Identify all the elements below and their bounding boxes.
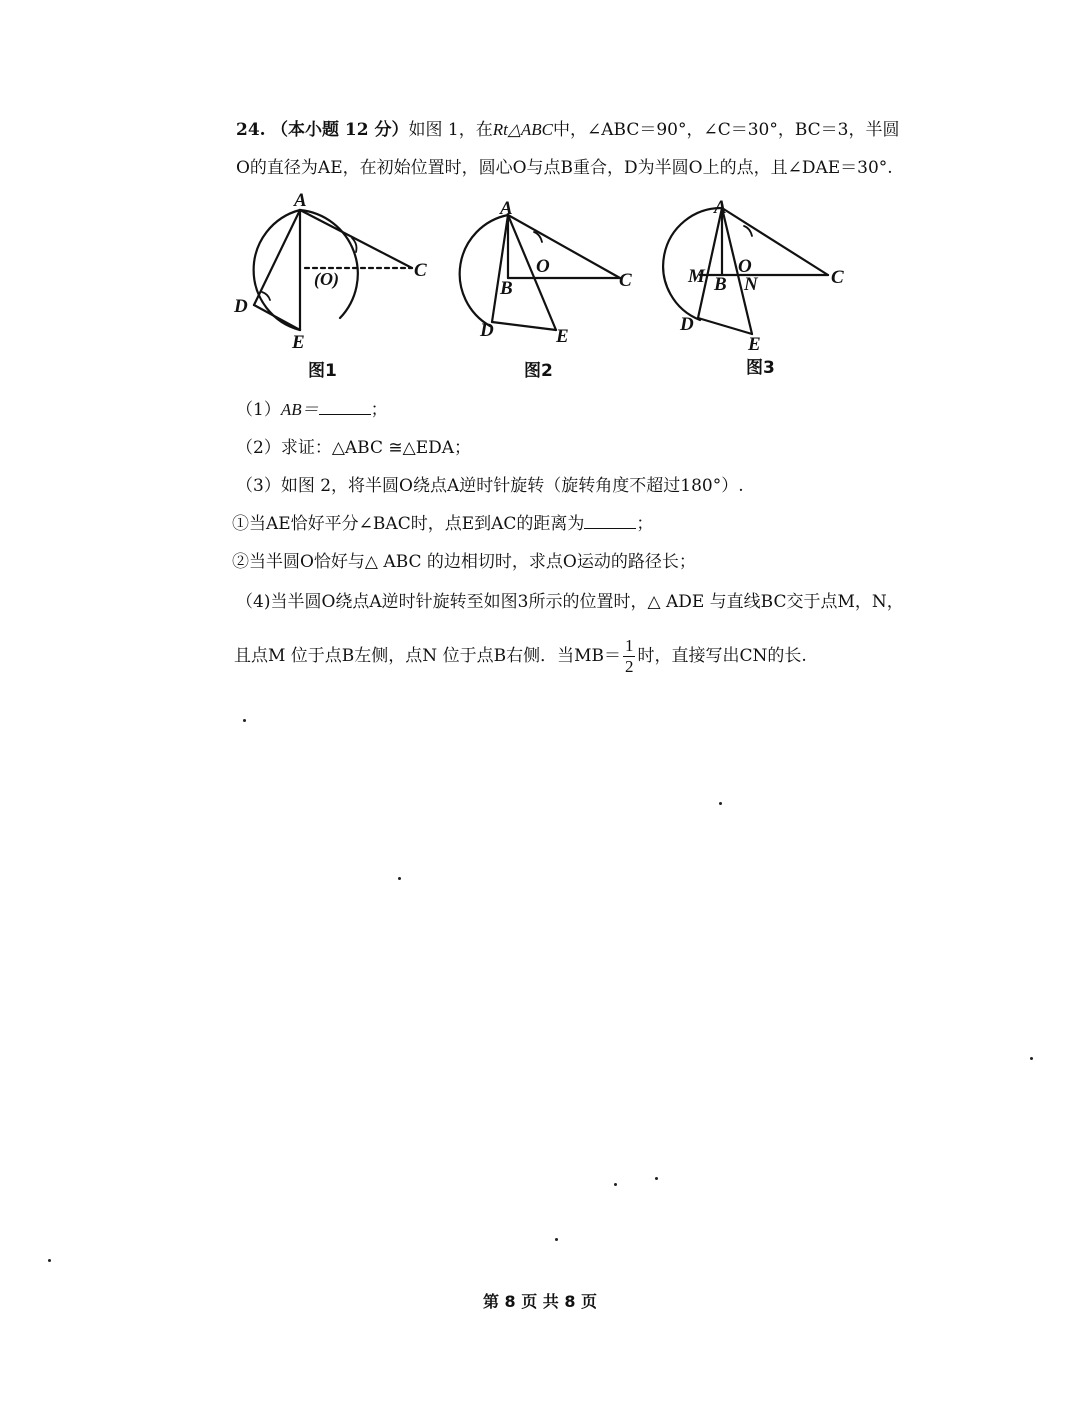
fig2-side-de — [492, 322, 556, 330]
q1-prefix: （1） — [236, 400, 281, 420]
question-3-1 — [232, 512, 653, 536]
fig2-label-a: A — [500, 198, 513, 219]
fig1-angle-mark-d — [262, 292, 270, 300]
fig1-side-de — [254, 305, 300, 330]
problem-intro-a: 如图 1，在 — [408, 120, 493, 140]
fig3-label-m: M — [688, 266, 705, 287]
fig2-side-ad — [492, 215, 508, 322]
fig1-caption: 图1 — [308, 361, 337, 381]
problem-triangle: Rt△ABC — [492, 120, 554, 139]
fig3-label-b: B — [714, 274, 727, 295]
fig2-label-b: B — [500, 278, 513, 299]
problem-line-2: O的直径为AE，在初始位置时，圆心O与点B重合，D为半圆O上的点，且∠DAE＝30°. — [236, 158, 893, 178]
fig3-caption: 图3 — [746, 358, 775, 378]
fig2-side-ac — [508, 215, 620, 278]
fig1-side-ad — [254, 210, 300, 305]
fig2-label-c: C — [619, 270, 632, 291]
problem-number: 24. — [236, 120, 266, 140]
fig2-label-e: E — [556, 326, 569, 347]
scan-speck — [1030, 1057, 1033, 1060]
q3-1-text: ①当AE恰好平分∠BAC时，点E到AC的距离为 — [232, 514, 585, 534]
fig1-label-d: D — [234, 296, 248, 317]
fig2-label-o: O — [536, 256, 550, 277]
fig3-side-ad — [698, 208, 722, 318]
question-3: （3）如图 2，将半圆O绕点A逆时针旋转（旋转角度不超过180°）. — [236, 476, 744, 496]
q3-1-suffix: ； — [636, 514, 654, 534]
fig3-label-e: E — [748, 334, 761, 355]
fig2-label-d: D — [480, 320, 494, 341]
fig3-side-de — [698, 318, 752, 334]
question-4: （4)当半圆O绕点A逆时针旋转至如图3所示的位置时，△ ADE 与直线BC交于点M，N， — [236, 592, 904, 612]
q3-1-blank — [584, 528, 636, 529]
question-4-line-2 — [234, 636, 807, 677]
fig1-label-o: (O) — [314, 269, 339, 289]
fig1-label-c: C — [414, 260, 427, 281]
question-3-2: ②当半圆O恰好与△ ABC 的边相切时，求点O运动的路径长； — [232, 552, 696, 572]
question-2: （2）求证：△ABC ≅△EDA； — [236, 438, 472, 458]
scan-speck — [48, 1259, 51, 1262]
q4-frac-num: 1 — [624, 636, 634, 655]
problem-intro-b: 中，∠ABC＝90°，∠C＝30°，BC＝3，半圆 — [553, 120, 900, 140]
scan-speck — [655, 1177, 658, 1180]
scan-speck — [719, 802, 722, 805]
q4-line2-b: 时，直接写出CN的长. — [637, 646, 807, 666]
question-1 — [236, 398, 388, 422]
fig3-label-c: C — [831, 267, 844, 288]
fig3-label-d: D — [680, 314, 694, 335]
scan-speck — [398, 877, 401, 880]
fig1-label-a: A — [294, 190, 307, 211]
q4-line2-a: 且点M 位于点B左侧，点N 位于点B右侧．当MB＝ — [234, 646, 621, 666]
problem-points: （本小题 12 分） — [270, 120, 409, 140]
page-footer: 第 8 页 共 8 页 — [482, 1292, 598, 1311]
fig3-label-n: N — [744, 274, 758, 295]
fig1-label-e: E — [292, 332, 305, 353]
q4-fraction — [623, 636, 636, 677]
q1-suffix: ； — [370, 400, 388, 420]
fig3-label-o: O — [738, 256, 752, 277]
fig1-semicircle — [254, 210, 300, 330]
figures-canvas — [0, 0, 1080, 400]
q4-frac-den: 2 — [624, 657, 634, 676]
scan-speck — [243, 719, 246, 722]
q1-text: AB＝ — [280, 400, 319, 419]
q1-blank — [319, 414, 371, 415]
scan-speck — [614, 1183, 617, 1186]
scan-speck — [555, 1238, 558, 1241]
fig3-semicircle — [663, 208, 722, 320]
fig2-caption: 图2 — [524, 361, 553, 381]
fig3-label-a: A — [714, 197, 727, 218]
